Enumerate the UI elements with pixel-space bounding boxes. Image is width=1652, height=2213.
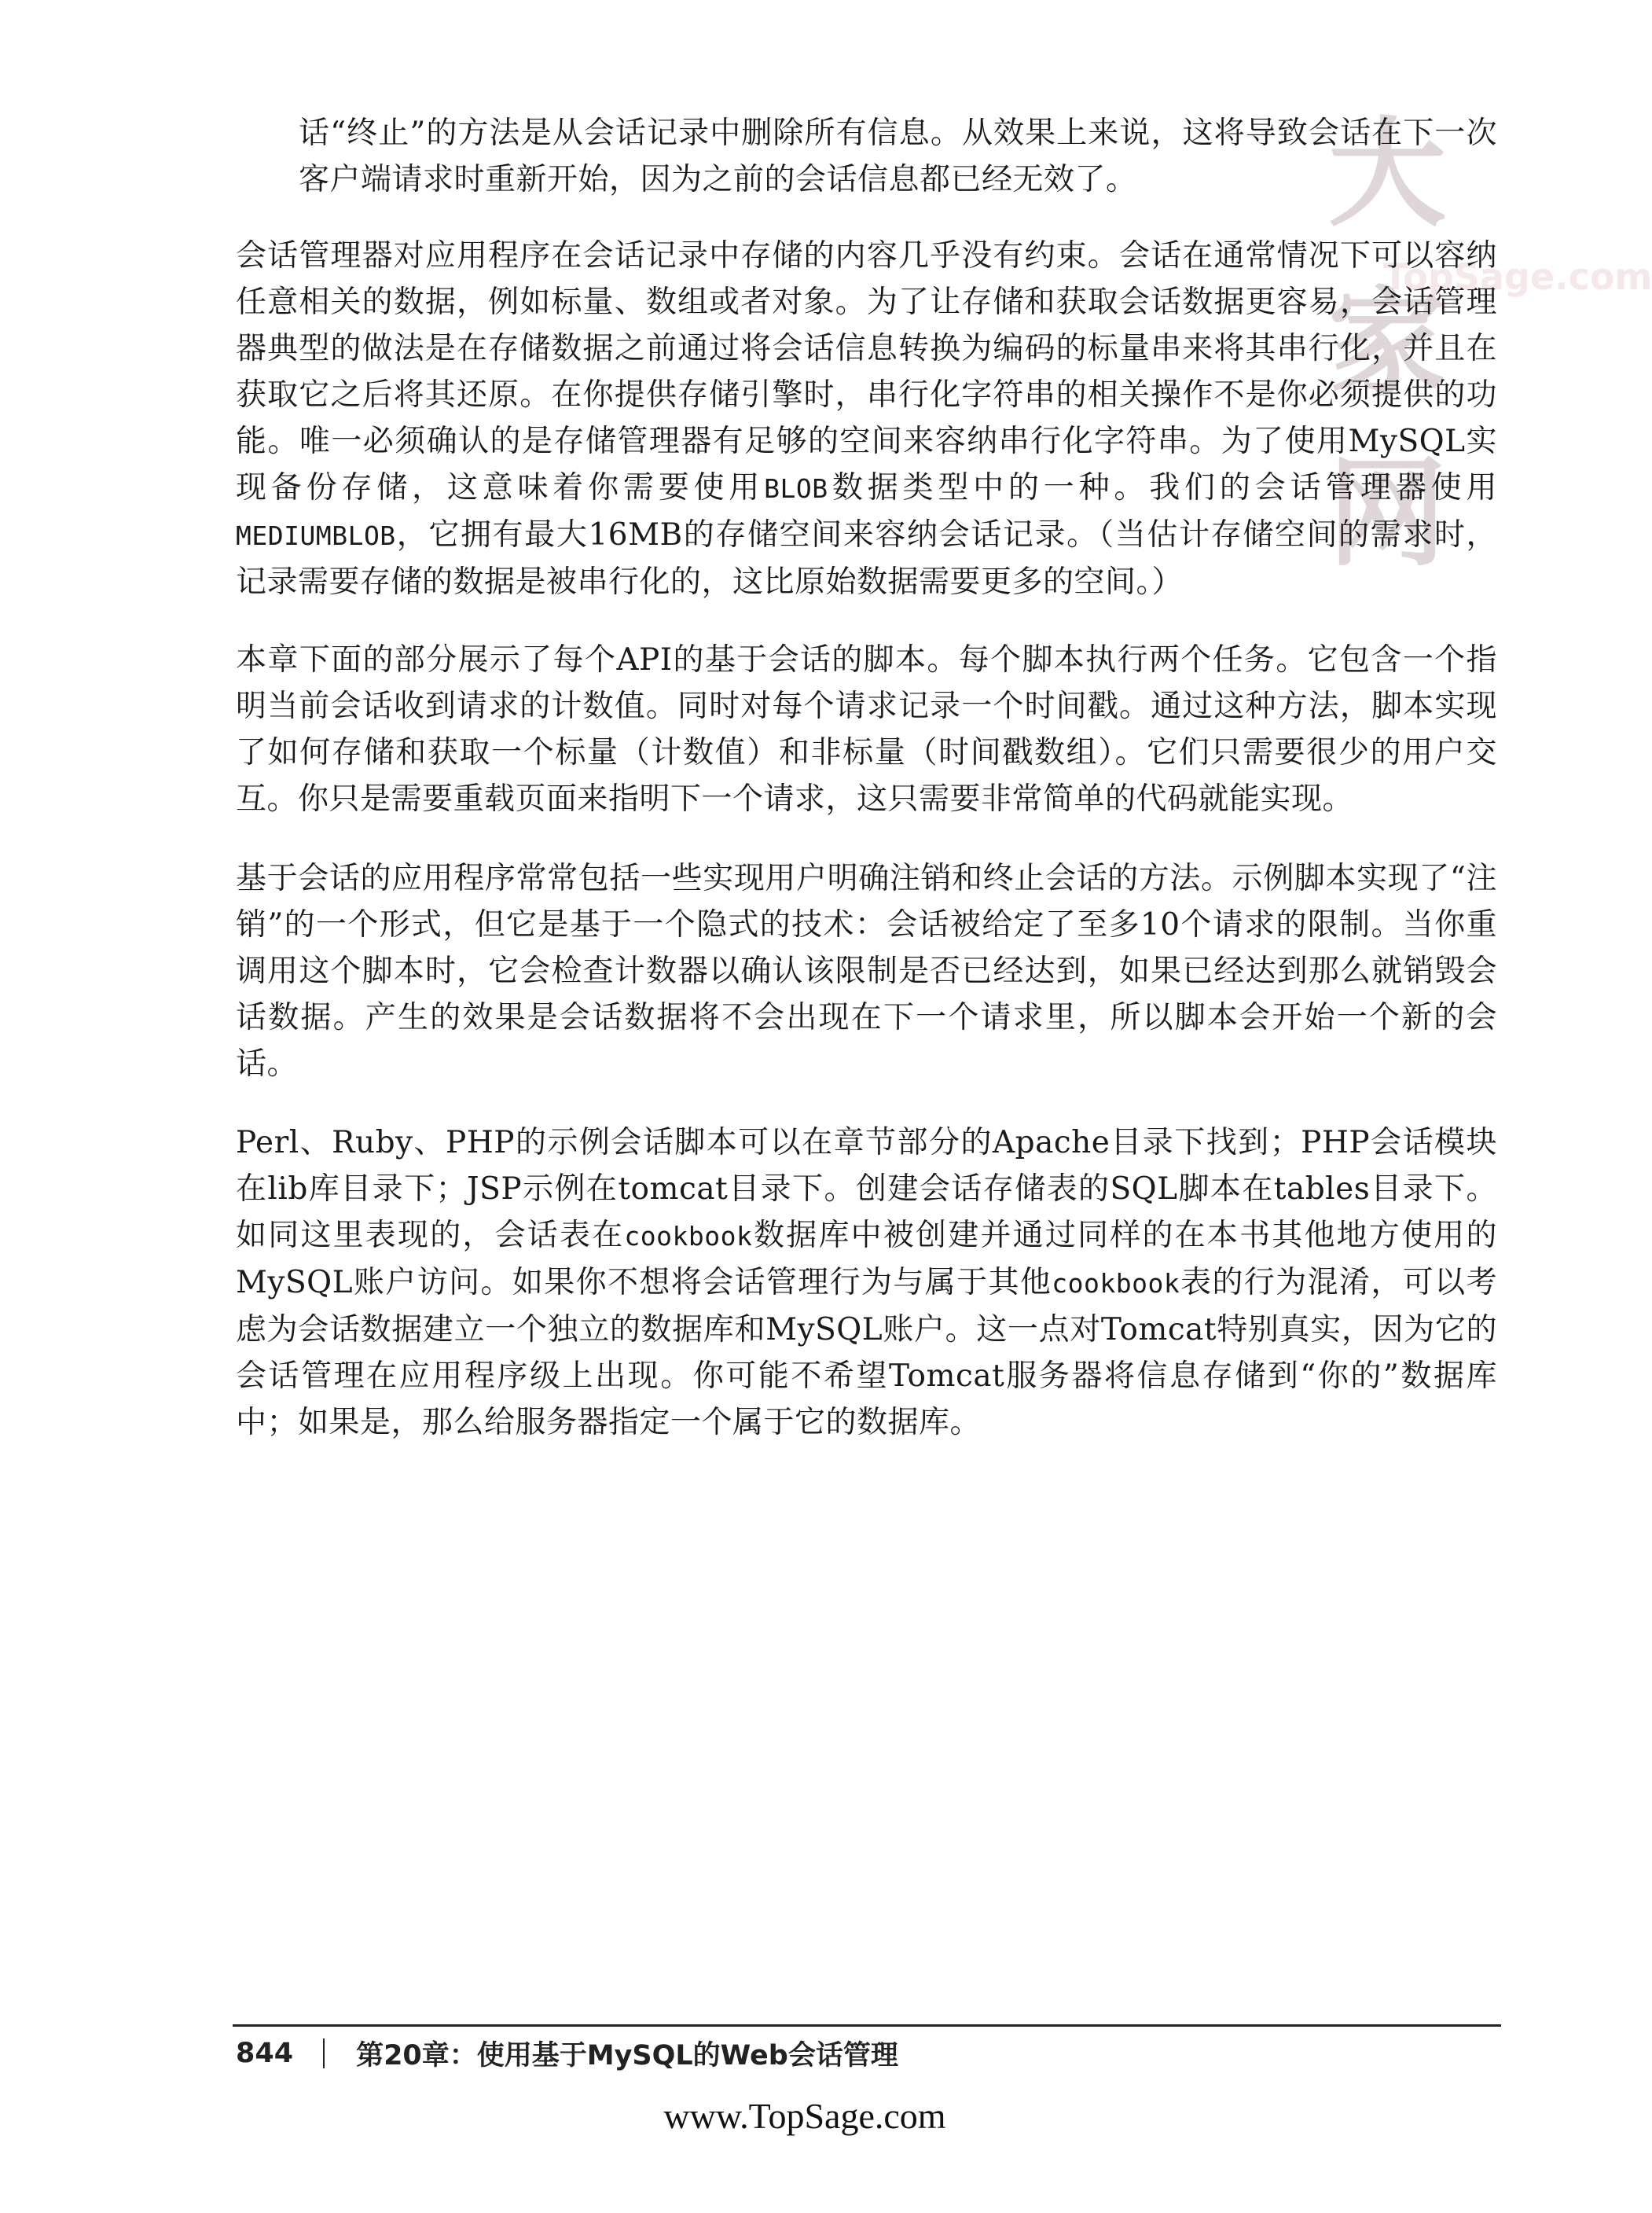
chapter-title: 第20章：使用基于MySQL的Web会话管理 <box>356 2040 898 2071</box>
paragraph-text: Perl、Ruby、PHP的示例会话脚本可以在章节部分的Apache目录下找到；PHP会话模块在lib库目录下；JSP示例在tomcat目录下。创建会话存储表的SQL脚本在tables目录下。如同这里表现的，会话表在 <box>236 1125 1497 1253</box>
page-number: 844 <box>236 2038 294 2069</box>
site-url: www.TopSage.com <box>663 2096 946 2136</box>
paragraph-text: 数据类型中的一种。我们的会话管理器使用 <box>828 470 1497 505</box>
code-cookbook: cookbook <box>1052 1268 1180 1299</box>
paragraph-session-termination <box>299 110 1497 203</box>
footer-rule <box>233 2024 1501 2027</box>
paragraph-logout <box>236 855 1497 1087</box>
watermark-logo-text: 大家网 <box>1328 105 1439 583</box>
code-mediumblob: MEDIUMBLOB <box>236 520 396 551</box>
paragraph-scripts-overview <box>236 637 1497 822</box>
paragraph-text: ，它拥有最大16MB的存储空间来容纳会话记录。（当估计存储空间的需求时，记录需要存储的数据是被串行化的，这比原始数据需要更多的空间。） <box>236 517 1497 600</box>
paragraph-script-locations <box>236 1119 1497 1446</box>
paragraph-text: 本章下面的部分展示了每个API的基于会话的脚本。每个脚本执行两个任务。它包含一个指明当前会话收到请求的计数值。同时对每个请求记录一个时间戳。通过这种方法，脚本实现了如何存储和获取一个标量（计数值）和非标量（时间戳数组）。它们只需要很少的用户交互。你只是需要重载页面来指明下一个请求，这只需要非常简单的代码就能实现。 <box>236 642 1497 817</box>
footer-separator <box>323 2038 325 2068</box>
watermark-url-text: TopSage.com <box>1383 255 1652 298</box>
page-footer <box>236 2030 898 2077</box>
code-blob: BLOB <box>764 473 828 504</box>
paragraph-text: 话“终止”的方法是从会话记录中删除所有信息。从效果上来说，这将导致会话在下一次客户端请求时重新开始，因为之前的会话信息都已经无效了。 <box>299 116 1497 197</box>
code-cookbook: cookbook <box>624 1221 753 1252</box>
paragraph-text: 数据库中被创建并通过同样的在本书其他地方使用的MySQL账户访问。如果你不想将会话管理行为与属于其他 <box>236 1218 1497 1300</box>
paragraph-text: 基于会话的应用程序常常包括一些实现用户明确注销和终止会话的方法。示例脚本实现了“注销”的一个形式，但它是基于一个隐式的技术：会话被给定了至多10个请求的限制。当你重调用这个脚本时，它会检查计数器以确认该限制是否已经达到，如果已经达到那么就销毁会话数据。产生的效果是会话数据将不会出现在下一个请求里，所以脚本会开始一个新的会话。 <box>236 861 1497 1082</box>
paragraph-text: 表的行为混淆，可以考虑为会话数据建立一个独立的数据库和MySQL账户。这一点对Tomcat特别真实，因为它的会话管理在应用程序级上出现。你可能不希望Tomcat服务器将信息存储到“你的”数据库中；如果是，那么给服务器指定一个属于它的数据库。 <box>236 1265 1497 1440</box>
paragraph-session-storage <box>236 233 1497 605</box>
paragraph-text: 会话管理器对应用程序在会话记录中存储的内容几乎没有约束。会话在通常情况下可以容纳任意相关的数据，例如标量、数组或者对象。为了让存储和获取会话数据更容易，会话管理器典型的做法是在存储数据之前通过将会话信息转换为编码的标量串来将其串行化，并且在获取它之后将其还原。在你提供存储引擎时，串行化字符串的相关操作不是你必须提供的功能。唯一必须确认的是存储管理器有足够的空间来容纳串行化字符串。为了使用MySQL实现备份存储，这意味着你需要使用 <box>236 238 1497 505</box>
